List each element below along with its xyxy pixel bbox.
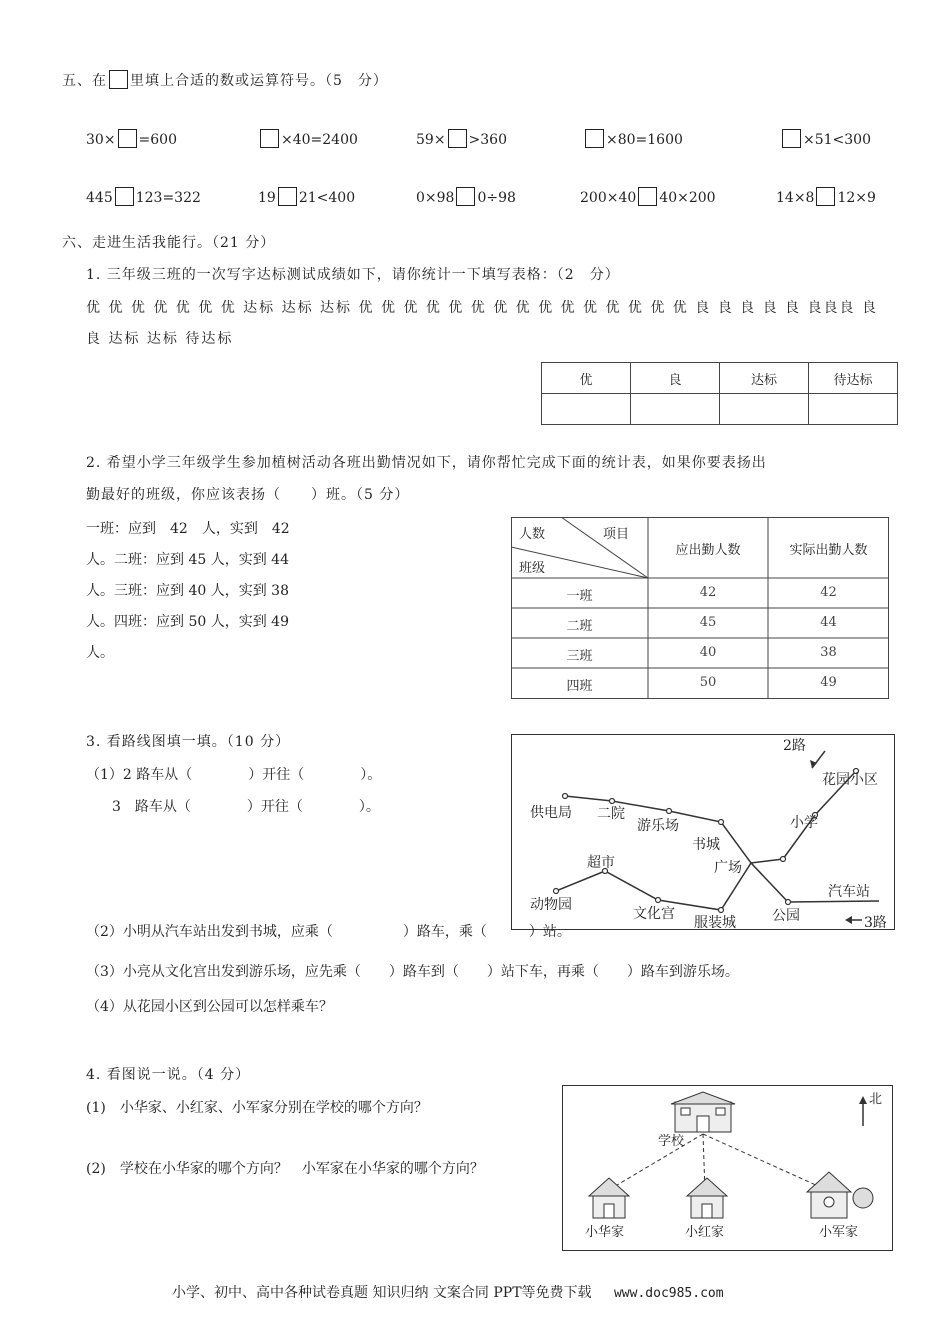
row-actual: 38 bbox=[820, 645, 837, 660]
xiaohua-label: 小华家 bbox=[585, 1225, 625, 1240]
q3-part2: （2）小明从汽车站出发到书城，应乘（ ）路车，乘（ ）站。 bbox=[86, 924, 571, 940]
stop-label: 超市 bbox=[587, 855, 615, 871]
answer-box[interactable] bbox=[638, 187, 657, 206]
q3-part1b: 3 路车从（ ）开往（ ）。 bbox=[112, 799, 380, 815]
answer-box[interactable] bbox=[448, 129, 467, 148]
corner-class: 班级 bbox=[519, 561, 546, 576]
answer-box[interactable] bbox=[278, 187, 297, 206]
house-xiaohua bbox=[589, 1178, 629, 1218]
row-actual: 49 bbox=[820, 675, 837, 690]
direction-map bbox=[562, 1085, 893, 1251]
row-class: 四班 bbox=[566, 679, 593, 694]
stop-label: 动物园 bbox=[530, 897, 572, 913]
s5-q3: 59× >360 bbox=[416, 129, 507, 148]
school-label: 学校 bbox=[658, 1134, 685, 1149]
xiaohong-label: 小红家 bbox=[685, 1225, 725, 1240]
q4-part2: (2) 学校在小华家的哪个方向？ 小军家在小华家的哪个方向？ bbox=[86, 1161, 484, 1177]
s5-q2: ×40=2400 bbox=[258, 129, 358, 148]
answer-box[interactable] bbox=[109, 70, 128, 89]
answer-box[interactable] bbox=[782, 129, 801, 148]
q1-grades-line1: 优 优 优 优 优 优 优 达标 达标 达标 优 优 优 优 优 优 优 优 优 优 优 优 优 优 优 良 良 良 良 良 良良良 良 bbox=[86, 300, 878, 316]
footer-text: 小学、初中、高中各种试卷真题 知识归纳 文案合同 PPT等免费下载 www.doc985.com bbox=[172, 1285, 724, 1301]
answer-box[interactable] bbox=[816, 187, 835, 206]
q3-part3: （3）小亮从文化宫出发到游乐场，应先乘（ ）路车到（ ）站下车，再乘（ ）路车到游乐场。 bbox=[86, 964, 739, 980]
house-xiaohong bbox=[687, 1178, 727, 1218]
q2-text2: 勤最好的班级，你应该表扬（ ）班。（5 分） bbox=[86, 487, 410, 503]
house-xiaojun bbox=[807, 1172, 873, 1218]
s5-q5: ×51<300 bbox=[780, 129, 871, 148]
stop-label: 小学 bbox=[790, 815, 818, 831]
attendance-table bbox=[511, 517, 889, 699]
grade-answer-cell[interactable] bbox=[542, 394, 631, 425]
section5-title: 五、在 里填上合适的数或运算符号。（5 分） bbox=[62, 70, 388, 90]
col-expected: 应出勤人数 bbox=[675, 543, 741, 558]
corner-item: 项目 bbox=[603, 527, 630, 542]
stop-label: 游乐场 bbox=[637, 818, 679, 834]
s5-q6: 445 123=322 bbox=[86, 187, 201, 206]
xiaojun-label: 小军家 bbox=[819, 1225, 859, 1240]
stop-label: 公园 bbox=[772, 908, 800, 924]
stop-label: 二院 bbox=[597, 806, 625, 822]
s5-q4: ×80=1600 bbox=[583, 129, 683, 148]
route3-label: 3路 bbox=[864, 915, 887, 931]
answer-box[interactable] bbox=[456, 187, 475, 206]
row-actual: 42 bbox=[820, 585, 837, 600]
answer-box[interactable] bbox=[260, 129, 279, 148]
stop-label: 书城 bbox=[692, 837, 720, 853]
route2-label: 2路 bbox=[783, 738, 806, 754]
grade-header: 优 bbox=[542, 363, 631, 394]
grade-header: 达标 bbox=[720, 363, 809, 394]
answer-box[interactable] bbox=[118, 129, 137, 148]
corner-people: 人数 bbox=[519, 527, 546, 542]
row-expected: 40 bbox=[699, 645, 717, 660]
q2-text1: 2. 希望小学三年级学生参加植树活动各班出勤情况如下，请你帮忙完成下面的统计表，如果你要表扬出 bbox=[86, 455, 767, 471]
grade-header: 待达标 bbox=[809, 363, 898, 394]
q4-part1: (1) 小华家、小红家、小军家分别在学校的哪个方向？ bbox=[86, 1100, 428, 1116]
s5-q8: 0×98 0÷98 bbox=[416, 187, 516, 206]
q1-text: 1. 三年级三班的一次写字达标测试成绩如下，请你统计一下填写表格：（2 分） bbox=[86, 267, 620, 283]
q3-title: 3. 看路线图填一填。（10 分） bbox=[86, 734, 291, 750]
s5-q7: 19 21<400 bbox=[258, 187, 355, 206]
row-class: 二班 bbox=[566, 619, 593, 634]
q1-grades-line2: 良 达标 达标 待达标 bbox=[86, 331, 234, 347]
answer-box[interactable] bbox=[585, 129, 604, 148]
stop-label: 文化宫 bbox=[633, 906, 675, 922]
q2-description: 一班：应到 42 人，实到 42 人。二班：应到 45 人，实到 44 人。三班：应到 40 人，实到 38 人。四班：应到 50 人，实到 49 人。 bbox=[86, 521, 290, 661]
row-actual: 44 bbox=[820, 615, 837, 630]
s5-q9: 200×40 40×200 bbox=[580, 187, 716, 206]
section6-title: 六、走进生活我能行。（21 分） bbox=[62, 235, 276, 251]
row-expected: 50 bbox=[699, 675, 717, 690]
grade-answer-cell[interactable] bbox=[809, 394, 898, 425]
grade-answer-cell[interactable] bbox=[720, 394, 809, 425]
footer-url[interactable]: www.doc985.com bbox=[613, 1286, 724, 1301]
q3-part1a: （1）2 路车从（ ）开往（ ）。 bbox=[86, 767, 382, 783]
grade-table bbox=[541, 362, 898, 425]
q4-title: 4. 看图说一说。（4 分） bbox=[86, 1067, 251, 1083]
s5-q1: 30× =600 bbox=[86, 129, 177, 148]
stop-label: 汽车站 bbox=[828, 884, 870, 900]
route-map bbox=[511, 734, 895, 930]
answer-box[interactable] bbox=[115, 187, 134, 206]
stop-label: 供电局 bbox=[530, 805, 572, 821]
north-label: 北 bbox=[869, 1092, 883, 1107]
stop-label: 服装城 bbox=[694, 915, 736, 931]
q3-part4: （4）从花园小区到公园可以怎样乘车？ bbox=[86, 999, 333, 1015]
grade-answer-cell[interactable] bbox=[631, 394, 720, 425]
grade-header: 良 bbox=[631, 363, 720, 394]
row-expected: 45 bbox=[699, 615, 717, 630]
col-actual: 实际出勤人数 bbox=[789, 543, 868, 558]
stop-label: 花园小区 bbox=[822, 772, 878, 788]
stop-label: 广场 bbox=[714, 860, 742, 876]
school-building bbox=[671, 1092, 735, 1132]
row-class: 三班 bbox=[566, 649, 593, 664]
s5-q10: 14×8 12×9 bbox=[776, 187, 876, 206]
row-class: 一班 bbox=[566, 589, 593, 604]
row-expected: 42 bbox=[699, 585, 717, 600]
